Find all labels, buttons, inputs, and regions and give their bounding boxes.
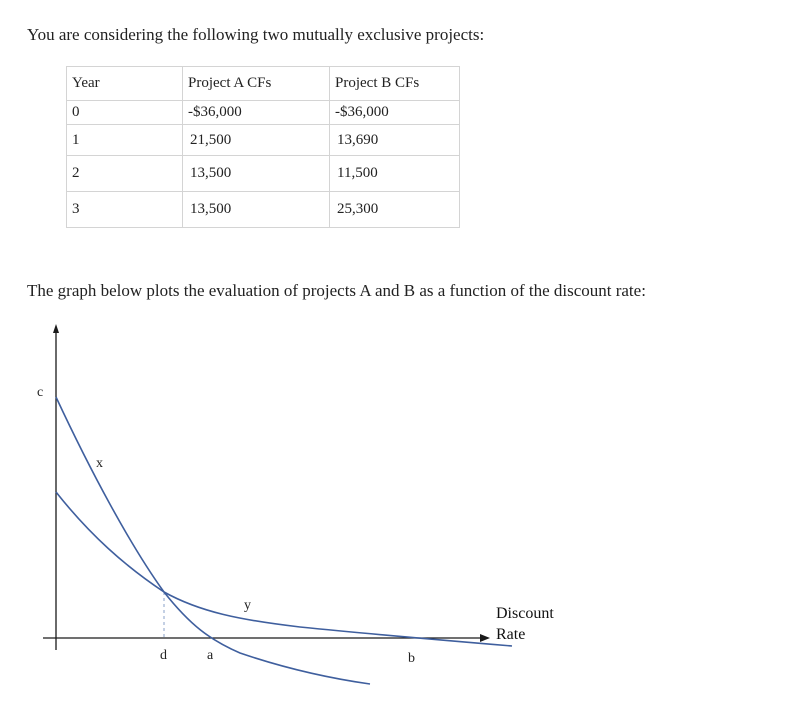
cell-project-b: 11,500: [330, 156, 460, 192]
curve-x: [56, 397, 370, 684]
header-project-a: Project A CFs: [183, 67, 330, 101]
curve-y: [56, 492, 512, 646]
label-b: b: [408, 651, 415, 666]
label-c: c: [37, 385, 44, 400]
cell-project-b: -$36,000: [330, 101, 460, 125]
cell-year: 3: [67, 192, 183, 228]
cell-project-a: 21,500: [183, 125, 330, 156]
question-intro: You are considering the following two mutually exclusive projects:: [27, 25, 485, 44]
cell-year: 1: [67, 125, 183, 156]
label-x: x: [96, 456, 103, 471]
label-d: d: [160, 648, 167, 663]
y-axis-arrow: [53, 324, 59, 333]
graph-intro: The graph below plots the evaluation of projects A and B as a function of the discount rate:: [27, 281, 646, 300]
cell-project-b: 25,300: [330, 192, 460, 228]
label-a: a: [207, 648, 214, 663]
cell-project-a: 13,500: [183, 192, 330, 228]
label-y: y: [244, 598, 251, 613]
cell-project-a: 13,500: [183, 156, 330, 192]
cell-project-b: 13,690: [330, 125, 460, 156]
x-axis-arrow: [480, 634, 490, 642]
header-project-b: Project B CFs: [330, 67, 460, 101]
cell-year: 2: [67, 156, 183, 192]
header-year: Year: [67, 67, 183, 101]
x-axis-label-line2: Rate: [496, 626, 526, 643]
x-axis-label-line1: Discount: [496, 605, 554, 622]
cell-year: 0: [67, 101, 183, 125]
cell-project-a: -$36,000: [183, 101, 330, 125]
